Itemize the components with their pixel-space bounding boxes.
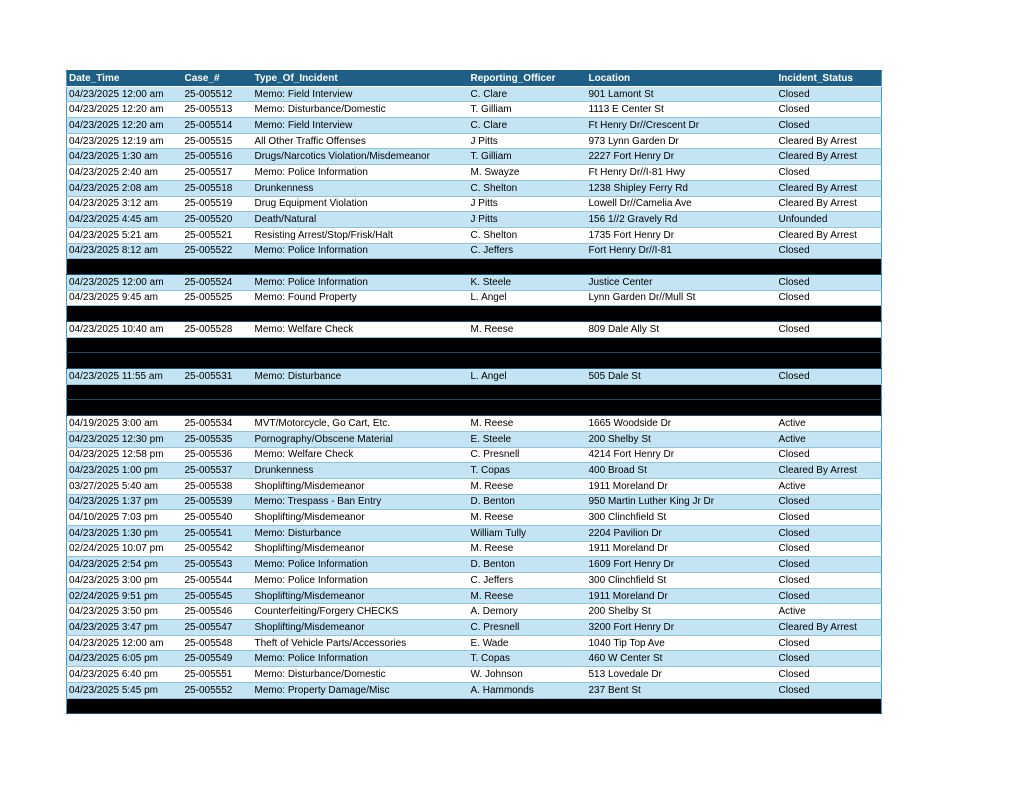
cell-case-number: 25-005512 <box>183 86 253 102</box>
cell-case-number: 25-005536 <box>183 447 253 463</box>
cell-case-number: 25-005514 <box>183 118 253 134</box>
cell-incident-status: Closed <box>777 369 882 385</box>
cell-incident-status: Closed <box>777 447 882 463</box>
redacted-cell <box>469 384 587 400</box>
cell-location: 237 Bent St <box>587 682 777 698</box>
cell-date-time: 04/23/2025 12:20 am <box>67 102 183 118</box>
cell-date-time: 04/23/2025 5:21 am <box>67 227 183 243</box>
redacted-cell <box>67 400 183 416</box>
redacted-cell <box>67 306 183 322</box>
redacted-cell <box>67 698 183 714</box>
table-row <box>67 290 882 306</box>
cell-type-of-incident: Memo: Found Property <box>253 290 469 306</box>
cell-location: 973 Lynn Garden Dr <box>587 133 777 149</box>
cell-type-of-incident: Memo: Police Information <box>253 651 469 667</box>
cell-case-number: 25-005551 <box>183 667 253 683</box>
cell-type-of-incident: All Other Traffic Offenses <box>253 133 469 149</box>
cell-type-of-incident: Pornography/Obscene Material <box>253 431 469 447</box>
table-row <box>67 243 882 259</box>
cell-incident-status: Active <box>777 604 882 620</box>
table-row <box>67 369 882 385</box>
redacted-cell <box>253 698 469 714</box>
cell-case-number: 25-005552 <box>183 682 253 698</box>
redacted-cell <box>253 400 469 416</box>
cell-type-of-incident: Memo: Police Information <box>253 243 469 259</box>
cell-case-number: 25-005516 <box>183 149 253 165</box>
cell-date-time: 04/23/2025 5:45 pm <box>67 682 183 698</box>
cell-case-number: 25-005528 <box>183 322 253 338</box>
cell-case-number: 25-005542 <box>183 541 253 557</box>
cell-reporting-officer: C. Clare <box>469 118 587 134</box>
column-header-location: Location <box>587 71 777 87</box>
table-row <box>67 431 882 447</box>
cell-location: 809 Dale Ally St <box>587 322 777 338</box>
cell-incident-status: Cleared By Arrest <box>777 149 882 165</box>
cell-case-number: 25-005540 <box>183 510 253 526</box>
cell-reporting-officer: T. Copas <box>469 651 587 667</box>
table-body <box>67 86 882 714</box>
cell-date-time: 04/23/2025 1:30 pm <box>67 525 183 541</box>
redacted-cell <box>469 259 587 275</box>
cell-type-of-incident: Memo: Disturbance/Domestic <box>253 667 469 683</box>
redacted-cell <box>253 384 469 400</box>
cell-reporting-officer: M. Reese <box>469 510 587 526</box>
cell-reporting-officer: E. Steele <box>469 431 587 447</box>
cell-date-time: 04/19/2025 3:00 am <box>67 416 183 432</box>
cell-date-time: 03/27/2025 5:40 am <box>67 478 183 494</box>
cell-date-time: 04/23/2025 6:40 pm <box>67 667 183 683</box>
cell-case-number: 25-005517 <box>183 165 253 181</box>
cell-incident-status: Closed <box>777 243 882 259</box>
cell-reporting-officer: M. Reese <box>469 416 587 432</box>
cell-case-number: 25-005546 <box>183 604 253 620</box>
cell-incident-status: Closed <box>777 635 882 651</box>
redacted-cell <box>253 306 469 322</box>
table-row <box>67 604 882 620</box>
table-row <box>67 212 882 228</box>
cell-incident-status: Closed <box>777 118 882 134</box>
cell-reporting-officer: C. Clare <box>469 86 587 102</box>
column-header-incident-status: Incident_Status <box>777 71 882 87</box>
cell-type-of-incident: Drug Equipment Violation <box>253 196 469 212</box>
redacted-row <box>67 400 882 416</box>
cell-incident-status: Cleared By Arrest <box>777 620 882 636</box>
cell-case-number: 25-005518 <box>183 180 253 196</box>
cell-reporting-officer: J Pitts <box>469 212 587 228</box>
table-row <box>67 227 882 243</box>
redacted-cell <box>587 698 777 714</box>
cell-date-time: 04/23/2025 1:30 am <box>67 149 183 165</box>
table-row <box>67 102 882 118</box>
cell-type-of-incident: Memo: Trespass - Ban Entry <box>253 494 469 510</box>
cell-type-of-incident: Memo: Police Information <box>253 274 469 290</box>
cell-incident-status: Closed <box>777 651 882 667</box>
table-row <box>67 149 882 165</box>
table-row <box>67 86 882 102</box>
redacted-cell <box>777 259 882 275</box>
redacted-cell <box>777 400 882 416</box>
cell-location: 300 Clinchfield St <box>587 510 777 526</box>
cell-case-number: 25-005519 <box>183 196 253 212</box>
cell-date-time: 04/23/2025 12:58 pm <box>67 447 183 463</box>
cell-date-time: 02/24/2025 9:51 pm <box>67 588 183 604</box>
cell-location: 200 Shelby St <box>587 604 777 620</box>
redacted-cell <box>67 353 183 369</box>
cell-incident-status: Cleared By Arrest <box>777 227 882 243</box>
cell-case-number: 25-005549 <box>183 651 253 667</box>
cell-case-number: 25-005525 <box>183 290 253 306</box>
table-row <box>67 682 882 698</box>
cell-incident-status: Closed <box>777 322 882 338</box>
table-row <box>67 118 882 134</box>
cell-case-number: 25-005545 <box>183 588 253 604</box>
table-row <box>67 165 882 181</box>
cell-location: 1665 Woodside Dr <box>587 416 777 432</box>
cell-case-number: 25-005513 <box>183 102 253 118</box>
cell-incident-status: Unfounded <box>777 212 882 228</box>
redacted-cell <box>67 337 183 353</box>
cell-reporting-officer: E. Wade <box>469 635 587 651</box>
cell-case-number: 25-005537 <box>183 463 253 479</box>
redacted-cell <box>183 400 253 416</box>
cell-date-time: 04/23/2025 3:12 am <box>67 196 183 212</box>
redacted-cell <box>777 337 882 353</box>
cell-incident-status: Active <box>777 478 882 494</box>
redacted-cell <box>587 384 777 400</box>
cell-type-of-incident: Death/Natural <box>253 212 469 228</box>
cell-incident-status: Closed <box>777 86 882 102</box>
cell-location: Fort Henry Dr//I-81 <box>587 243 777 259</box>
redacted-cell <box>67 259 183 275</box>
cell-date-time: 04/23/2025 8:12 am <box>67 243 183 259</box>
cell-location: 156 1//2 Gravely Rd <box>587 212 777 228</box>
cell-incident-status: Closed <box>777 510 882 526</box>
cell-incident-status: Closed <box>777 274 882 290</box>
cell-location: 2204 Pavilion Dr <box>587 525 777 541</box>
cell-type-of-incident: Shoplifting/Misdemeanor <box>253 478 469 494</box>
cell-date-time: 04/23/2025 1:37 pm <box>67 494 183 510</box>
cell-type-of-incident: Shoplifting/Misdemeanor <box>253 588 469 604</box>
cell-type-of-incident: Memo: Disturbance <box>253 525 469 541</box>
cell-case-number: 25-005541 <box>183 525 253 541</box>
header-row <box>67 71 882 87</box>
cell-case-number: 25-005521 <box>183 227 253 243</box>
redacted-cell <box>777 306 882 322</box>
cell-incident-status: Closed <box>777 588 882 604</box>
table-row <box>67 322 882 338</box>
cell-reporting-officer: T. Gilliam <box>469 149 587 165</box>
cell-incident-status: Cleared By Arrest <box>777 196 882 212</box>
redacted-cell <box>587 259 777 275</box>
cell-location: Justice Center <box>587 274 777 290</box>
cell-type-of-incident: Shoplifting/Misdemeanor <box>253 620 469 636</box>
cell-case-number: 25-005544 <box>183 573 253 589</box>
redacted-cell <box>469 353 587 369</box>
cell-date-time: 04/10/2025 7:03 pm <box>67 510 183 526</box>
redacted-row <box>67 353 882 369</box>
cell-incident-status: Cleared By Arrest <box>777 133 882 149</box>
cell-case-number: 25-005548 <box>183 635 253 651</box>
table-row <box>67 463 882 479</box>
cell-location: 3200 Fort Henry Dr <box>587 620 777 636</box>
column-header-reporting-officer: Reporting_Officer <box>469 71 587 87</box>
table-row <box>67 196 882 212</box>
cell-date-time: 04/23/2025 2:54 pm <box>67 557 183 573</box>
cell-location: Ft Henry Dr//I-81 Hwy <box>587 165 777 181</box>
cell-reporting-officer: M. Reese <box>469 588 587 604</box>
redacted-cell <box>469 306 587 322</box>
table-header <box>67 71 882 87</box>
cell-reporting-officer: L. Angel <box>469 290 587 306</box>
cell-location: 1911 Moreland Dr <box>587 478 777 494</box>
cell-case-number: 25-005539 <box>183 494 253 510</box>
cell-type-of-incident: Memo: Field Interview <box>253 86 469 102</box>
cell-type-of-incident: MVT/Motorcycle, Go Cart, Etc. <box>253 416 469 432</box>
redacted-cell <box>183 698 253 714</box>
cell-incident-status: Cleared By Arrest <box>777 463 882 479</box>
cell-case-number: 25-005522 <box>183 243 253 259</box>
cell-case-number: 25-005543 <box>183 557 253 573</box>
cell-type-of-incident: Counterfeiting/Forgery CHECKS <box>253 604 469 620</box>
redacted-row <box>67 698 882 714</box>
cell-date-time: 04/23/2025 3:00 pm <box>67 573 183 589</box>
redacted-cell <box>183 306 253 322</box>
cell-date-time: 04/23/2025 6:05 pm <box>67 651 183 667</box>
cell-case-number: 25-005531 <box>183 369 253 385</box>
cell-date-time: 04/23/2025 3:50 pm <box>67 604 183 620</box>
cell-date-time: 02/24/2025 10:07 pm <box>67 541 183 557</box>
redacted-cell <box>253 353 469 369</box>
cell-reporting-officer: K. Steele <box>469 274 587 290</box>
cell-case-number: 25-005538 <box>183 478 253 494</box>
cell-date-time: 04/23/2025 12:19 am <box>67 133 183 149</box>
table-row <box>67 620 882 636</box>
table-row <box>67 180 882 196</box>
cell-type-of-incident: Resisting Arrest/Stop/Frisk/Halt <box>253 227 469 243</box>
cell-type-of-incident: Memo: Welfare Check <box>253 447 469 463</box>
column-header-date-time: Date_Time <box>67 71 183 87</box>
cell-incident-status: Closed <box>777 525 882 541</box>
cell-case-number: 25-005524 <box>183 274 253 290</box>
cell-location: 1911 Moreland Dr <box>587 541 777 557</box>
table-row <box>67 478 882 494</box>
cell-date-time: 04/23/2025 4:45 am <box>67 212 183 228</box>
cell-incident-status: Closed <box>777 573 882 589</box>
cell-location: 950 Martin Luther King Jr Dr <box>587 494 777 510</box>
cell-reporting-officer: William Tully <box>469 525 587 541</box>
cell-date-time: 04/23/2025 2:08 am <box>67 180 183 196</box>
cell-reporting-officer: D. Benton <box>469 494 587 510</box>
redacted-cell <box>469 698 587 714</box>
table-row <box>67 541 882 557</box>
cell-case-number: 25-005515 <box>183 133 253 149</box>
cell-type-of-incident: Drunkenness <box>253 463 469 479</box>
cell-date-time: 04/23/2025 11:55 am <box>67 369 183 385</box>
redacted-cell <box>777 698 882 714</box>
cell-case-number: 25-005520 <box>183 212 253 228</box>
cell-location: 4214 Fort Henry Dr <box>587 447 777 463</box>
cell-location: Lynn Garden Dr//Mull St <box>587 290 777 306</box>
cell-reporting-officer: C. Presnell <box>469 447 587 463</box>
redacted-row <box>67 259 882 275</box>
redacted-cell <box>469 337 587 353</box>
redacted-cell <box>587 353 777 369</box>
table-row <box>67 510 882 526</box>
redacted-cell <box>777 384 882 400</box>
table-row <box>67 494 882 510</box>
cell-incident-status: Closed <box>777 557 882 573</box>
redacted-cell <box>587 400 777 416</box>
cell-location: 1040 Tip Top Ave <box>587 635 777 651</box>
table-row <box>67 588 882 604</box>
cell-reporting-officer: D. Benton <box>469 557 587 573</box>
table-row <box>67 274 882 290</box>
redacted-cell <box>253 259 469 275</box>
redacted-row <box>67 337 882 353</box>
redacted-cell <box>587 306 777 322</box>
cell-date-time: 04/23/2025 9:45 am <box>67 290 183 306</box>
redacted-cell <box>469 400 587 416</box>
table-row <box>67 525 882 541</box>
cell-location: Lowell Dr//Camelia Ave <box>587 196 777 212</box>
redacted-cell <box>253 337 469 353</box>
cell-location: 1735 Fort Henry Dr <box>587 227 777 243</box>
cell-location: 513 Lovedale Dr <box>587 667 777 683</box>
cell-incident-status: Closed <box>777 165 882 181</box>
cell-incident-status: Closed <box>777 541 882 557</box>
cell-location: 460 W Center St <box>587 651 777 667</box>
cell-incident-status: Closed <box>777 682 882 698</box>
cell-location: 1113 E Center St <box>587 102 777 118</box>
cell-type-of-incident: Memo: Disturbance <box>253 369 469 385</box>
cell-reporting-officer: J Pitts <box>469 133 587 149</box>
cell-reporting-officer: M. Swayze <box>469 165 587 181</box>
cell-incident-status: Closed <box>777 102 882 118</box>
cell-location: 300 Clinchfield St <box>587 573 777 589</box>
redacted-cell <box>587 337 777 353</box>
table-row <box>67 557 882 573</box>
cell-reporting-officer: T. Gilliam <box>469 102 587 118</box>
cell-date-time: 04/23/2025 12:00 am <box>67 635 183 651</box>
table-row <box>67 651 882 667</box>
cell-reporting-officer: L. Angel <box>469 369 587 385</box>
cell-incident-status: Cleared By Arrest <box>777 180 882 196</box>
cell-location: 505 Dale St <box>587 369 777 385</box>
table-row <box>67 416 882 432</box>
cell-reporting-officer: A. Hammonds <box>469 682 587 698</box>
cell-case-number: 25-005547 <box>183 620 253 636</box>
cell-reporting-officer: T. Copas <box>469 463 587 479</box>
cell-location: 2227 Fort Henry Dr <box>587 149 777 165</box>
cell-location: 200 Shelby St <box>587 431 777 447</box>
redacted-row <box>67 384 882 400</box>
cell-date-time: 04/23/2025 12:20 am <box>67 118 183 134</box>
table-row <box>67 667 882 683</box>
cell-type-of-incident: Theft of Vehicle Parts/Accessories <box>253 635 469 651</box>
cell-case-number: 25-005534 <box>183 416 253 432</box>
cell-type-of-incident: Drugs/Narcotics Violation/Misdemeanor <box>253 149 469 165</box>
cell-type-of-incident: Shoplifting/Misdemeanor <box>253 510 469 526</box>
cell-type-of-incident: Memo: Police Information <box>253 165 469 181</box>
cell-location: 1238 Shipley Ferry Rd <box>587 180 777 196</box>
redacted-cell <box>183 353 253 369</box>
cell-date-time: 04/23/2025 3:47 pm <box>67 620 183 636</box>
cell-location: 1911 Moreland Dr <box>587 588 777 604</box>
cell-reporting-officer: J Pitts <box>469 196 587 212</box>
cell-location: 1609 Fort Henry Dr <box>587 557 777 573</box>
cell-type-of-incident: Memo: Welfare Check <box>253 322 469 338</box>
cell-date-time: 04/23/2025 2:40 am <box>67 165 183 181</box>
cell-incident-status: Closed <box>777 494 882 510</box>
cell-location: Ft Henry Dr//Crescent Dr <box>587 118 777 134</box>
cell-incident-status: Closed <box>777 667 882 683</box>
table-row <box>67 635 882 651</box>
cell-reporting-officer: A. Demory <box>469 604 587 620</box>
cell-reporting-officer: M. Reese <box>469 541 587 557</box>
redacted-row <box>67 306 882 322</box>
redacted-cell <box>183 384 253 400</box>
cell-reporting-officer: C. Presnell <box>469 620 587 636</box>
cell-incident-status: Closed <box>777 290 882 306</box>
cell-reporting-officer: C. Shelton <box>469 227 587 243</box>
cell-reporting-officer: C. Jeffers <box>469 573 587 589</box>
cell-location: 901 Lamont St <box>587 86 777 102</box>
cell-incident-status: Active <box>777 416 882 432</box>
redacted-cell <box>777 353 882 369</box>
cell-type-of-incident: Memo: Police Information <box>253 557 469 573</box>
cell-reporting-officer: M. Reese <box>469 322 587 338</box>
table-row <box>67 133 882 149</box>
cell-reporting-officer: M. Reese <box>469 478 587 494</box>
table-row <box>67 573 882 589</box>
cell-reporting-officer: W. Johnson <box>469 667 587 683</box>
cell-date-time: 04/23/2025 12:30 pm <box>67 431 183 447</box>
cell-case-number: 25-005535 <box>183 431 253 447</box>
cell-reporting-officer: C. Shelton <box>469 180 587 196</box>
cell-reporting-officer: C. Jeffers <box>469 243 587 259</box>
redacted-cell <box>67 384 183 400</box>
column-header-type-of-incident: Type_Of_Incident <box>253 71 469 87</box>
column-header-case-number: Case_# <box>183 71 253 87</box>
cell-type-of-incident: Memo: Police Information <box>253 573 469 589</box>
cell-incident-status: Active <box>777 431 882 447</box>
cell-date-time: 04/23/2025 12:00 am <box>67 274 183 290</box>
cell-type-of-incident: Shoplifting/Misdemeanor <box>253 541 469 557</box>
cell-type-of-incident: Memo: Property Damage/Misc <box>253 682 469 698</box>
redacted-cell <box>183 259 253 275</box>
cell-type-of-incident: Memo: Field Interview <box>253 118 469 134</box>
incident-log-table <box>66 70 882 714</box>
table-row <box>67 447 882 463</box>
cell-location: 400 Broad St <box>587 463 777 479</box>
redacted-cell <box>183 337 253 353</box>
cell-date-time: 04/23/2025 12:00 am <box>67 86 183 102</box>
cell-date-time: 04/23/2025 1:00 pm <box>67 463 183 479</box>
cell-type-of-incident: Drunkenness <box>253 180 469 196</box>
cell-date-time: 04/23/2025 10:40 am <box>67 322 183 338</box>
cell-type-of-incident: Memo: Disturbance/Domestic <box>253 102 469 118</box>
